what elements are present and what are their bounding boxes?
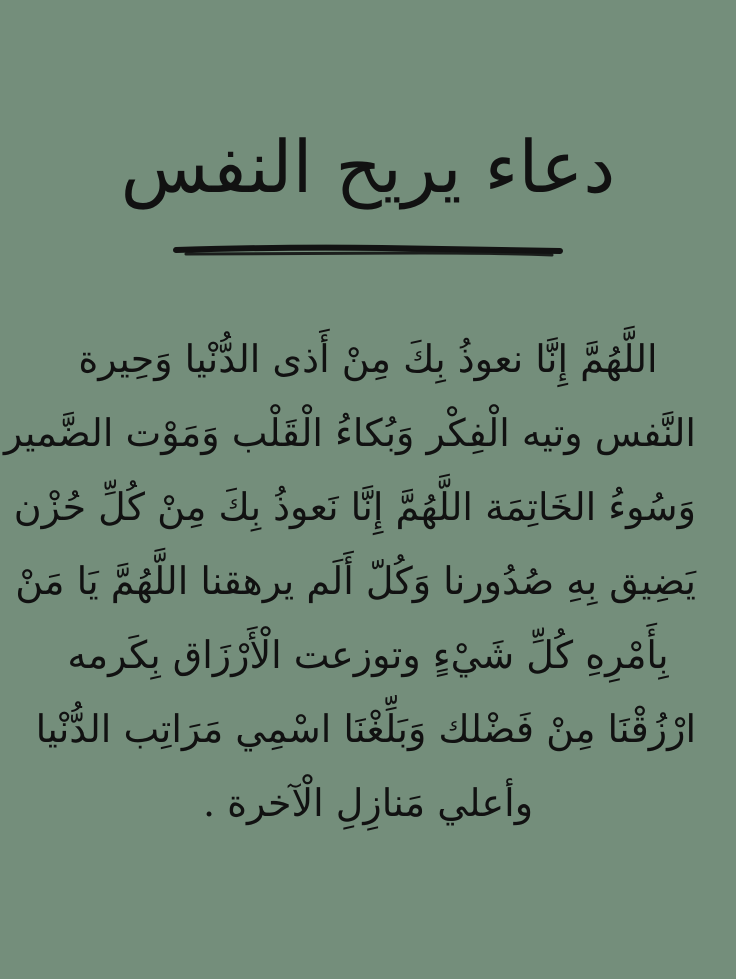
dua-line: وَسُوءُ الخَاتِمَة اللَّهُمَّ إِنَّا نَعوذُ بِكَ مِنْ كُلِّ حُزْن [13, 485, 696, 529]
dua-line: بِأَمْرِهِ كُلِّ شَيْءٍ وتوزعت الْأَرْزَاق بِكَرمه [67, 633, 669, 677]
page-title: دعاء يريح النفس [120, 125, 616, 209]
dua-text [3, 322, 696, 840]
dua-line: يَضِيق بِهِ صُدُورنا وَكُلّ أَلَم يرهقنا اللَّهُمَّ يَا مَنْ [15, 559, 696, 603]
brush-stroke-divider [172, 242, 564, 262]
title-divider [172, 242, 564, 262]
dua-line: اللَّهُمَّ إِنَّا نعوذُ بِكَ مِنْ أَذى الدُّنْيا وَحِيرة [78, 337, 658, 381]
dua-line: ارْزُقْنَا مِنْ فَضْلك وَبَلِّغْنَا اسْمِي مَرَاتِب الدُّنْيا [35, 707, 696, 751]
dua-line: النَّفس وتيه الْفِكْر وَبُكاءُ الْقَلْب وَمَوْت الضَّمير [3, 411, 696, 455]
dua-line: وأعلي مَنازِلِ الْآخرة . [202, 781, 534, 825]
